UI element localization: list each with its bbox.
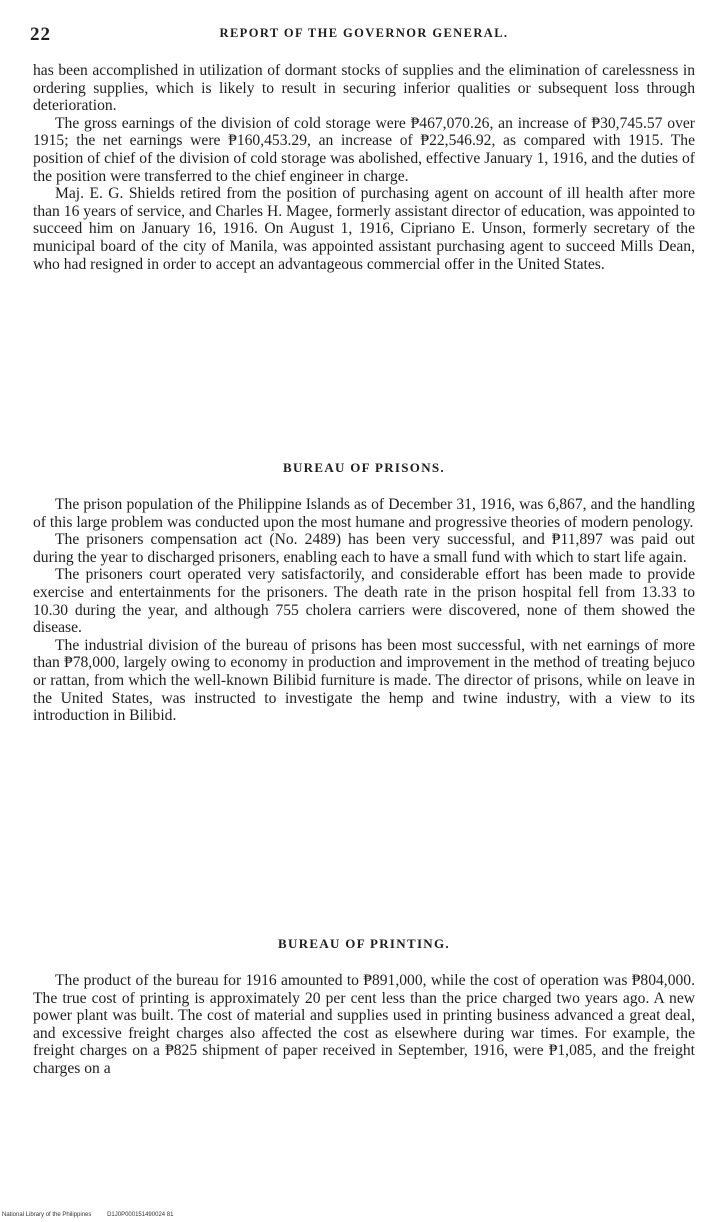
paragraph: has been accomplished in utilization of dormant stocks of supplies and the elimination of carelessness in ordering supplies, which is likely to result in securing inferior qualities or subsequent loss through deterioration. [33, 62, 695, 115]
paragraph: The product of the bureau for 1916 amounted to ₱891,000, while the cost of operation was ₱804,000. The true cost of printing is approximately 20 per cent less than the price charged two years ago. A new power plant was built. The cost of material and supplies used in printing business advanced a great deal, and excessive freight charges also affected the cost as elsewhere during war times. For example, the freight charges on a ₱825 shipment of paper received in September, 1916, were ₱1,085, and the freight charges on a [33, 972, 695, 1077]
page-footer [2, 1212, 187, 1218]
printing-text [33, 972, 695, 1078]
paragraph: The prisoners compensation act (No. 2489) has been very successful, and ₱11,897 was paid out during the year to discharged prisoners, enabling each to have a small fund with which to start life again. [33, 531, 695, 566]
page-number: 22 [30, 24, 51, 45]
paragraph: The prison population of the Philippine Islands as of December 31, 1916, was 6,867, and the handling of this large problem was conducted upon the most humane and progressive theories of modern penology. [33, 496, 695, 531]
section-continued-text [33, 62, 695, 273]
section-heading-printing: BUREAU OF PRINTING. [278, 936, 450, 951]
footer-library: National Library of the Philippines [2, 1212, 92, 1218]
paragraph: The gross earnings of the division of cold storage were ₱467,070.26, an increase of ₱30,745.57 over 1915; the net earnings were ₱160,453.29, an increase of ₱22,546.92, as compared with 1915. The position of chief of the division of cold storage was abolished, effective January 1, 1916, and the duties of the position were transferred to the chief engineer in charge. [33, 114, 695, 185]
page-header [30, 24, 698, 50]
footer-code: D1J0P000151490024 81 [107, 1212, 174, 1218]
paragraph: The prisoners court operated very satisfactorily, and considerable effort has been made to provide exercise and entertainments for the prisoners. The death rate in the prison hospital fell from 13.33 to 10.30 during the year, and although 755 cholera carriers were discovered, none of them showed the disease. [33, 566, 695, 637]
paragraph: Maj. E. G. Shields retired from the position of purchasing agent on account of ill health after more than 16 years of service, and Charles H. Magee, formerly assistant director of education, was appointed to succeed him on January 16, 1916. On August 1, 1916, Cipriano E. Unson, formerly secretary of the municipal board of the city of Manila, was appointed assistant purchasing agent to succeed Mills Dean, who had resigned in order to accept an advantageous commercial offer in the United States. [33, 185, 695, 273]
paragraph: The industrial division of the bureau of prisons has been most successful, with net earnings of more than ₱78,000, largely owing to economy in production and improvement in the method of treating bejuco or rattan, from which the well-known Bilibid furniture is made. The director of prisons, while on leave in the United States, was instructed to investigate the hemp and twine industry, with a view to its introduction in Bilibid. [33, 636, 695, 725]
running-title: REPORT OF THE GOVERNOR GENERAL. [219, 26, 509, 40]
prisons-text [33, 496, 695, 725]
section-heading-prisons: BUREAU OF PRISONS. [283, 460, 445, 475]
